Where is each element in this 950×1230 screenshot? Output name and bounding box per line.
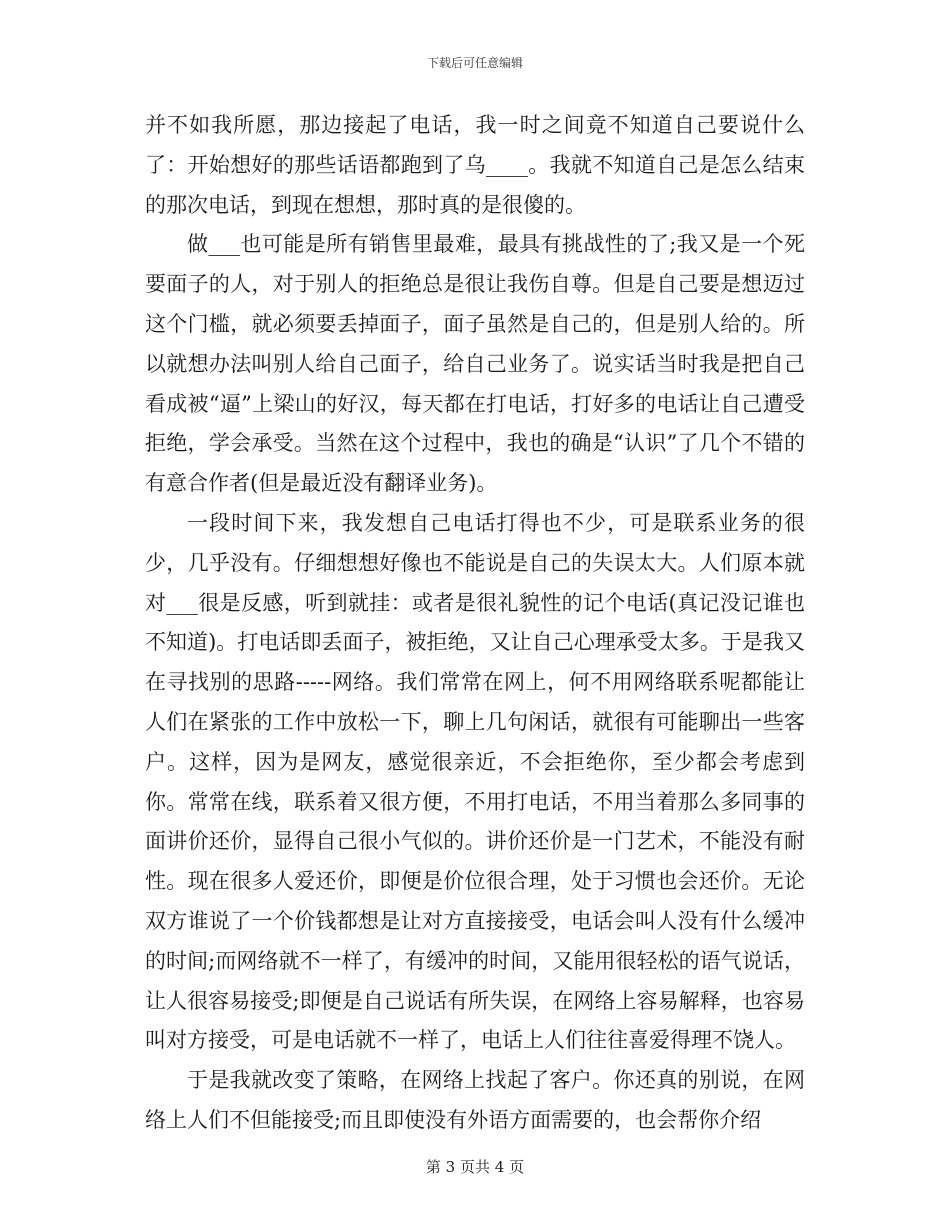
page-footer: 第 3 页共 4 页 [425,1158,525,1176]
paragraph-3: 一段时间下来，我发想自己电话打得也不少，可是联系业务的很少，几乎没有。仔细想想好像也不能说是自己的失误太大。人们原本就对___很是反感，听到就挂：或者是很礼貌性的记个电话(真记没记谁也不知道)。打电话即丢面子，被拒绝，又让自己心理承受太多。于是我又在寻找别的思路-----网络。我们常常在网上，何不用网络联系呢都能让人们在紧张的工作中放松一下，聊上几句闲话，就很有可能聊出一些客户。这样，因为是网友，感觉很亲近，不会拒绝你，至少都会考虑到你。常常在线，联系着又很方便，不用打电话，不用当着那么多同事的面讲价还价，显得自己很小气似的。讲价还价是一门艺术，不能没有耐性。现在很多人爱还价，即便是价位很合理，处于习惯也会还价。无论双方谁说了一个价钱都想是让对方直接接受，电话会叫人没有什么缓冲的时间;而网络就不一样了，有缓冲的时间，又能用很轻松的语气说话，让人很容易接受;即便是自己说话有所失误，在网络上容易解释，也容易叫对方接受，可是电话就不一样了，电话上人们往往喜爱得理不饶人。 [145,510,805,1053]
document-body [145,106,805,1141]
paragraph-2: 做___也可能是所有销售里最难，最具有挑战性的了;我又是一个死要面子的人，对于别人的拒绝总是很让我伤自尊。但是自己要是想迈过这个门槛，就必须要丢掉面子，面子虽然是自己的，但是别人给的。所以就想办法叫别人给自己面子，给自己业务了。说实话当时我是把自己看成被“逼”上梁山的好汉，每天都在打电话，打好多的电话让自己遭受拒绝，学会承受。当然在这个过程中，我也的确是“认识”了几个不错的有意合作者(但是最近没有翻译业务)。 [145,232,805,496]
paragraph-4: 于是我就改变了策略，在网络上找起了客户。你还真的别说，在网络上人们不但能接受;而且即使没有外语方面需要的，也会帮你介绍 [145,1068,805,1132]
paragraph-1: 并不如我所愿，那边接起了电话，我一时之间竟不知道自己要说什么了：开始想好的那些话语都跑到了乌____。我就不知道自己是怎么结束的那次电话，到现在想想，那时真的是很傻的。 [145,113,805,217]
page-header: 下载后可任意编辑 [426,56,523,70]
